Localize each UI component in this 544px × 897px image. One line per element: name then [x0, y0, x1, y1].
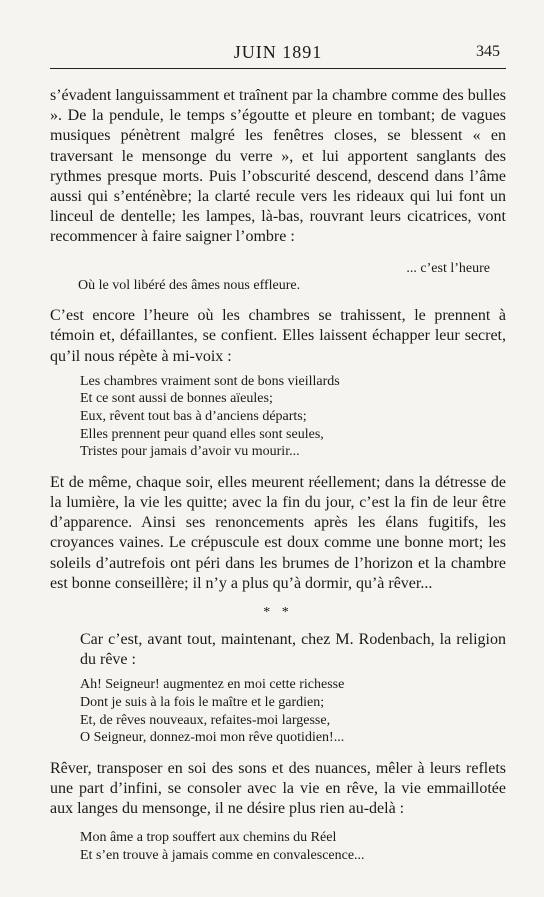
page-number: 345 — [476, 43, 500, 60]
verse-line: Tristes pour jamais d’avoir vu mourir... — [80, 444, 300, 460]
paragraph: Et de même, chaque soir, elles meurent réellement; dans la détresse de la lumière, la vie les quitte; avec la fin du jour, c’est la fin de leur être d’apparence. Ainsi ses renoncements après les élans fugitifs, les croyances vaines. Le crépuscule est doux comme une bonne mort; les soleils d’autrefois ont péri dans les brumes de l’horizon et la chambre est bonne conseillère; il n’y a plus qu’à dormir, qu’à rêver... — [50, 473, 506, 592]
asterism: * * — [263, 605, 293, 621]
verse-line: Eux, rêvent tout bas à d’anciens départs; — [80, 409, 307, 425]
paragraph: Car c’est, avant tout, maintenant, chez M. Rodenbach, la religion du rêve : — [80, 631, 506, 669]
verse-line: Et, de rêves nouveaux, refaites-moi largesse, — [80, 712, 331, 728]
verse-stanza — [50, 277, 506, 295]
paragraph: s’évadent languissamment et traînent par la chambre comme des bulles ». De la pendule, le temps s’égoutte et pleure en tombant; de vagues musiques pénètrent malgré les fenêtres closes, se blessent « en traversant le mensonge du verre », et lui apportent sanglants des rythmes presque morts. Puis l’obscurité descend, descend dans l’âme aussi qui s’enténèbre; la clarté recule vers les rideaux qui lui font un linceul de dentelle; les lampes, là-bas, rouvrant leurs cicatrices, vont recommencer à faire saigner l’ombre : — [50, 87, 506, 246]
running-header — [50, 42, 506, 62]
running-title: JUIN 1891 — [233, 42, 323, 62]
verse-line: Les chambres vraiment sont de bons vieillards — [80, 373, 340, 389]
paragraph: Rêver, transposer en soi des sons et des nuances, mêler à leurs reflets une part d’infini, se consoler avec la vie en rêve, la vie emmaillotée aux langes du mensonge, il ne désire plus rien au-delà : — [50, 759, 506, 818]
verse-line: O Seigneur, donnez-moi mon rêve quotidien!... — [80, 730, 345, 746]
paragraph: C’est encore l’heure où les chambres se trahissent, le prennent à témoin et, défaillantes, se confient. Elles laissent échapper leur secret, qu’il nous répète à mi-voix : — [50, 307, 506, 365]
verse-stanza — [50, 829, 506, 864]
verse-fragment: ... c’est l’heure — [406, 260, 490, 276]
verse-line: Et ce sont aussi de bonnes aïeules; — [80, 391, 273, 407]
verse-stanza — [50, 676, 506, 746]
verse-line: Mon âme a trop souffert aux chemins du Réel — [80, 830, 337, 846]
verse-stanza — [50, 373, 506, 461]
verse-line: Ah! Seigneur! augmentez en moi cette richesse — [80, 677, 345, 693]
text-body — [50, 86, 506, 865]
verse-line: Et s’en trouve à jamais comme en convalescence... — [80, 848, 365, 863]
verse-line: Où le vol libéré des âmes nous effleure. — [78, 277, 301, 293]
verse-line: Dont je suis à la fois le maître et le gardien; — [80, 695, 325, 711]
header-rule — [50, 68, 506, 69]
verse-line: Elles prennent peur quand elles sont seules, — [80, 426, 324, 442]
